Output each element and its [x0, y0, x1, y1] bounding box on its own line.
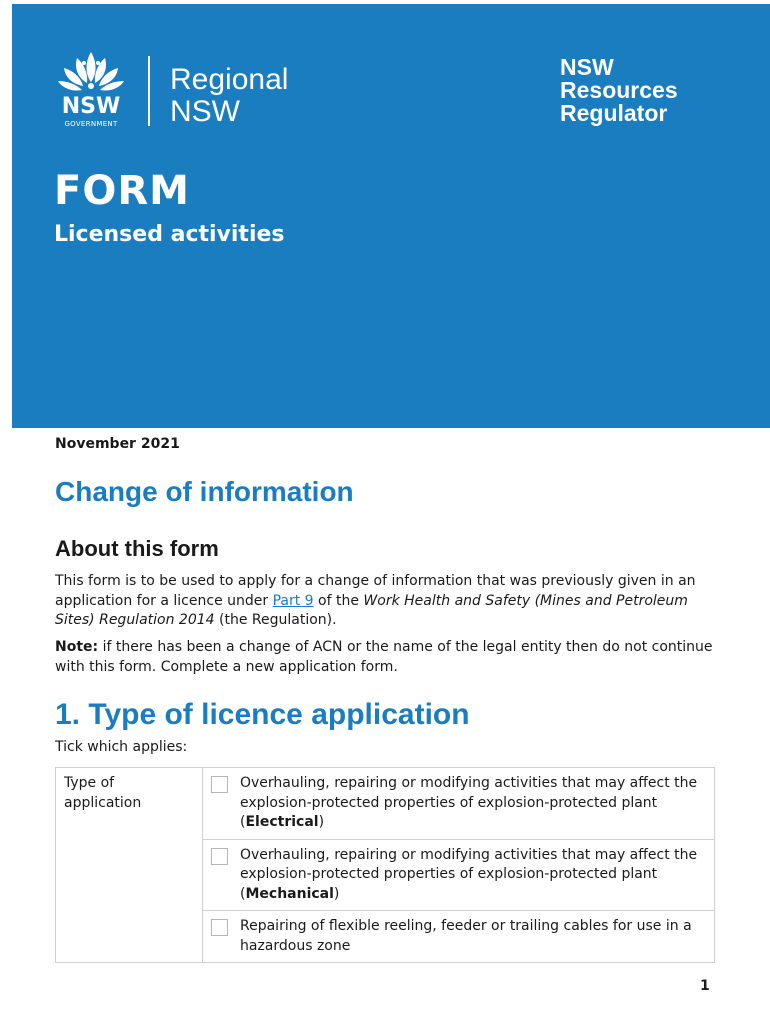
option-electrical — [211, 774, 706, 833]
regional-line-1: Regional — [170, 63, 289, 96]
option-cell-mechanical — [203, 839, 715, 911]
electrical-checkbox[interactable] — [211, 776, 228, 793]
option-mechanical — [211, 846, 706, 905]
publication-date: November 2021 — [55, 436, 180, 452]
part-9-link[interactable]: Part 9 — [272, 592, 314, 609]
cables-checkbox[interactable] — [211, 919, 228, 936]
page-number: 1 — [700, 978, 710, 994]
regulator-line-1: NSW — [560, 54, 614, 80]
document-title: Change of information — [55, 476, 354, 507]
option-label — [240, 917, 706, 956]
option-label — [240, 846, 706, 905]
form-title: FORM — [54, 168, 190, 214]
option-label — [240, 774, 706, 833]
about-text-1: This form is to be used to apply for a change of information that was previously given in an application for a licence under — [55, 573, 696, 609]
header-banner — [12, 4, 770, 428]
option-cables — [211, 917, 706, 956]
note-paragraph — [55, 638, 725, 677]
nsw-wordmark: NSW — [61, 94, 121, 119]
section-1-heading: 1. Type of licence application — [55, 698, 470, 731]
table-row — [56, 768, 715, 840]
regulation-title: Work Health and Safety (Mines and Petroleum Sites) Regulation 2014 — [55, 592, 688, 628]
regulator-line-3: Regulator — [560, 100, 668, 126]
waratah-icon — [54, 48, 128, 98]
note-text: if there has been a change of ACN or the name of the legal entity then do not continue with this form. Complete a new application form. — [55, 639, 713, 675]
tick-instruction: Tick which applies: — [55, 739, 188, 755]
about-heading: About this form — [55, 536, 219, 561]
option-suffix: ) — [318, 814, 325, 830]
note-label: Note: — [55, 639, 99, 655]
option-text: Overhauling, repairing or modifying activities that may affect the explosion-protected properties of explosion-protected plant ( — [240, 846, 698, 902]
option-text: Overhauling, repairing or modifying activities that may affect the explosion-protected properties of explosion-protected plant ( — [240, 775, 698, 830]
about-text-2: of the — [313, 592, 364, 609]
mechanical-checkbox[interactable] — [211, 848, 228, 865]
about-paragraph — [55, 572, 725, 631]
option-cell-cables — [203, 911, 715, 963]
type-of-application-label: Type of application — [56, 768, 203, 963]
option-cell-electrical — [203, 768, 715, 840]
regional-nsw-logo — [170, 64, 288, 128]
logo-divider — [148, 56, 150, 126]
licence-type-table — [55, 767, 715, 963]
regional-line-2: NSW — [170, 95, 240, 128]
option-text: Repairing of flexible reeling, feeder or trailing cables for use in a hazardous zone — [240, 918, 692, 954]
option-suffix: ) — [333, 885, 340, 902]
option-bold-text: Mechanical — [245, 885, 334, 902]
nsw-government-logo — [54, 48, 132, 132]
government-label: GOVERNMENT — [64, 120, 118, 128]
option-bold-text: Electrical — [245, 814, 319, 830]
form-subtitle: Licensed activities — [54, 222, 285, 247]
regulator-line-2: Resources — [560, 77, 678, 103]
resources-regulator-logo — [560, 56, 678, 125]
about-text-3: (the Regulation). — [214, 612, 337, 628]
